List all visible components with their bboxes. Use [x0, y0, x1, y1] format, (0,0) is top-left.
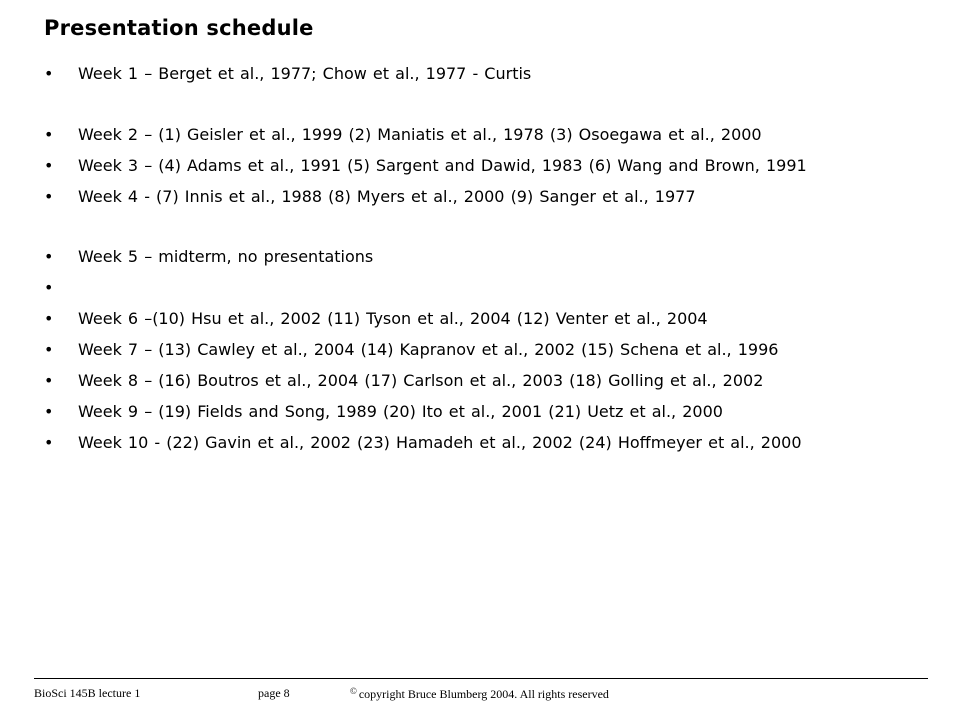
- bullet-marker: •: [44, 156, 54, 175]
- slide-title: Presentation schedule: [44, 16, 314, 40]
- bullet-item-week-9: [44, 401, 924, 423]
- copyright-symbol: ©: [350, 686, 357, 696]
- bullet-marker: •: [44, 247, 54, 266]
- bullet-text: Week 10 - (22) Gavin et al., 2002 (23) Hamadeh et al., 2002 (24) Hoffmeyer et al., 2000: [78, 433, 802, 452]
- bullet-text: Week 7 – (13) Cawley et al., 2004 (14) Kapranov et al., 2002 (15) Schena et al., 1996: [78, 340, 779, 359]
- bullet-item-week-8: [44, 370, 924, 392]
- bullet-item-week-1: [44, 63, 924, 85]
- bullet-item-week-7: [44, 339, 924, 361]
- bullet-marker: •: [44, 340, 54, 359]
- bullet-marker: •: [44, 433, 54, 452]
- bullet-text: Week 2 – (1) Geisler et al., 1999 (2) Maniatis et al., 1978 (3) Osoegawa et al., 2000: [78, 125, 762, 144]
- bullet-marker: •: [44, 278, 54, 297]
- bullet-text: Week 1 – Berget et al., 1977; Chow et al., 1977 - Curtis: [78, 64, 532, 83]
- bullet-marker: •: [44, 64, 54, 83]
- bullet-item-week-6: [44, 308, 924, 330]
- bullet-text: Week 6 –(10) Hsu et al., 2002 (11) Tyson et al., 2004 (12) Venter et al., 2004: [78, 309, 708, 328]
- copyright-text: copyright Bruce Blumberg 2004. All rights reserved: [358, 687, 609, 701]
- bullet-item-week-10: [44, 432, 924, 454]
- bullet-text: Week 4 - (7) Innis et al., 1988 (8) Myers et al., 2000 (9) Sanger et al., 1977: [78, 187, 696, 206]
- bullet-marker: •: [44, 371, 54, 390]
- bullet-item-week-2: [44, 124, 924, 146]
- footer-divider: [34, 678, 928, 679]
- footer-copyright: [350, 686, 609, 702]
- bullet-marker: •: [44, 125, 54, 144]
- bullet-text: Week 8 – (16) Boutros et al., 2004 (17) Carlson et al., 2003 (18) Golling et al., 2002: [78, 371, 764, 390]
- bullet-item-week-3: [44, 155, 924, 177]
- bullet-marker: •: [44, 187, 54, 206]
- bullet-marker: •: [44, 402, 54, 421]
- bullet-item-week-5: [44, 246, 924, 268]
- bullet-text: Week 3 – (4) Adams et al., 1991 (5) Sargent and Dawid, 1983 (6) Wang and Brown, 1991: [78, 156, 807, 175]
- bullet-item-week-4: [44, 186, 924, 208]
- bullet-text: Week 5 – midterm, no presentations: [78, 247, 374, 266]
- bullet-marker: •: [44, 309, 54, 328]
- footer-page-number: page 8: [258, 686, 290, 700]
- bullet-text: Week 9 – (19) Fields and Song, 1989 (20) Ito et al., 2001 (21) Uetz et al., 2000: [78, 402, 723, 421]
- footer-course: BioSci 145B lecture 1: [34, 686, 141, 700]
